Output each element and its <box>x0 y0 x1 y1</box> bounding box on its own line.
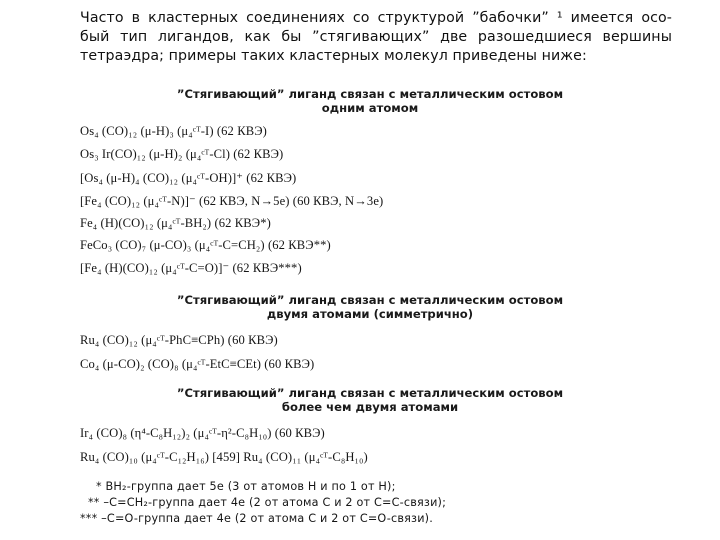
formula-line: [Os₄ (μ-H)₄ (CO)₁₂ (μ₄ᶜᵀ-OH)]⁺ (62 КВЭ) <box>80 171 297 185</box>
section-heading-line: двумя атомами (симметрично) <box>266 307 474 321</box>
formula-line: [Fe₄ (CO)₁₂ (μ₄ᶜᵀ-N)]⁻ (62 КВЭ, N→5e) (60 КВЭ, N→3e) <box>80 194 384 208</box>
footnote: ** –C=CH₂-группа дает 4е (2 от атома C и 2 от C=C-связи); <box>88 496 447 509</box>
formula-line: Ir₄ (CO)₈ (η⁴-C₈H₁₂)₂ (μ₄ᶜᵀ-η²-C₈H₁₀) (60 КВЭ) <box>80 426 325 440</box>
formula-line: FeCo₃ (CO)₇ (μ-CO)₃ (μ₄ᶜᵀ-C=CH₂) (62 КВЭ**) <box>80 238 331 252</box>
section-heading-line: ”Стягивающий” лиганд связан с металлическим остовом <box>176 386 564 400</box>
section-heading-line: ”Стягивающий” лиганд связан с металлическим остовом <box>176 87 564 101</box>
formula-line: Co₄ (μ-CO)₂ (CO)₈ (μ₄ᶜᵀ-EtC≡CEt) (60 КВЭ) <box>80 357 315 371</box>
formula-line: Os₃ Ir(CO)₁₂ (μ-H)₂ (μ₄ᶜᵀ-Cl) (62 КВЭ) <box>80 147 284 161</box>
footnote: * BH₂-группа дает 5е (3 от атомов H и по 1 от H); <box>96 480 396 493</box>
intro-line: Часто в кластерных соединениях со структурой ”бабочки” ¹ имеется осо- <box>80 10 672 26</box>
section-heading-line: одним атомом <box>321 101 419 115</box>
section-heading <box>165 386 575 414</box>
intro-paragraph <box>80 9 672 66</box>
intro-line: тетраэдра; примеры таких кластерных молекул приведены ниже: <box>80 48 587 64</box>
footnote: *** –C=O-группа дает 4е (2 от атома C и 2 от C=O-связи). <box>80 512 433 525</box>
section-heading <box>170 87 570 115</box>
formula-line: Ru₄ (CO)₁₀ (μ₄ᶜᵀ-C₁₂H₁₆) [459] Ru₄ (CO)₁₁ (μ₄ᶜᵀ-C₈H₁₀) <box>80 450 368 464</box>
formula-line: [Fe₄ (H)(CO)₁₂ (μ₄ᶜᵀ-C=O)]⁻ (62 КВЭ***) <box>80 261 302 275</box>
section-heading <box>160 293 580 321</box>
section-heading-line: более чем двумя атомами <box>281 400 459 414</box>
intro-line: бый тип лигандов, как бы ”стягивающих” две разошедшиеся вершины <box>80 29 672 45</box>
section-heading-line: ”Стягивающий” лиганд связан с металлическим остовом <box>176 293 564 307</box>
formula-line: Fe₄ (H)(CO)₁₂ (μ₄ᶜᵀ-BH₂) (62 КВЭ*) <box>80 216 271 230</box>
formula-line: Ru₄ (CO)₁₂ (μ₄ᶜᵀ-PhC≡CPh) (60 КВЭ) <box>80 333 278 347</box>
formula-line: Os₄ (CO)₁₂ (μ-H)₃ (μ₄ᶜᵀ-I) (62 КВЭ) <box>80 124 267 138</box>
